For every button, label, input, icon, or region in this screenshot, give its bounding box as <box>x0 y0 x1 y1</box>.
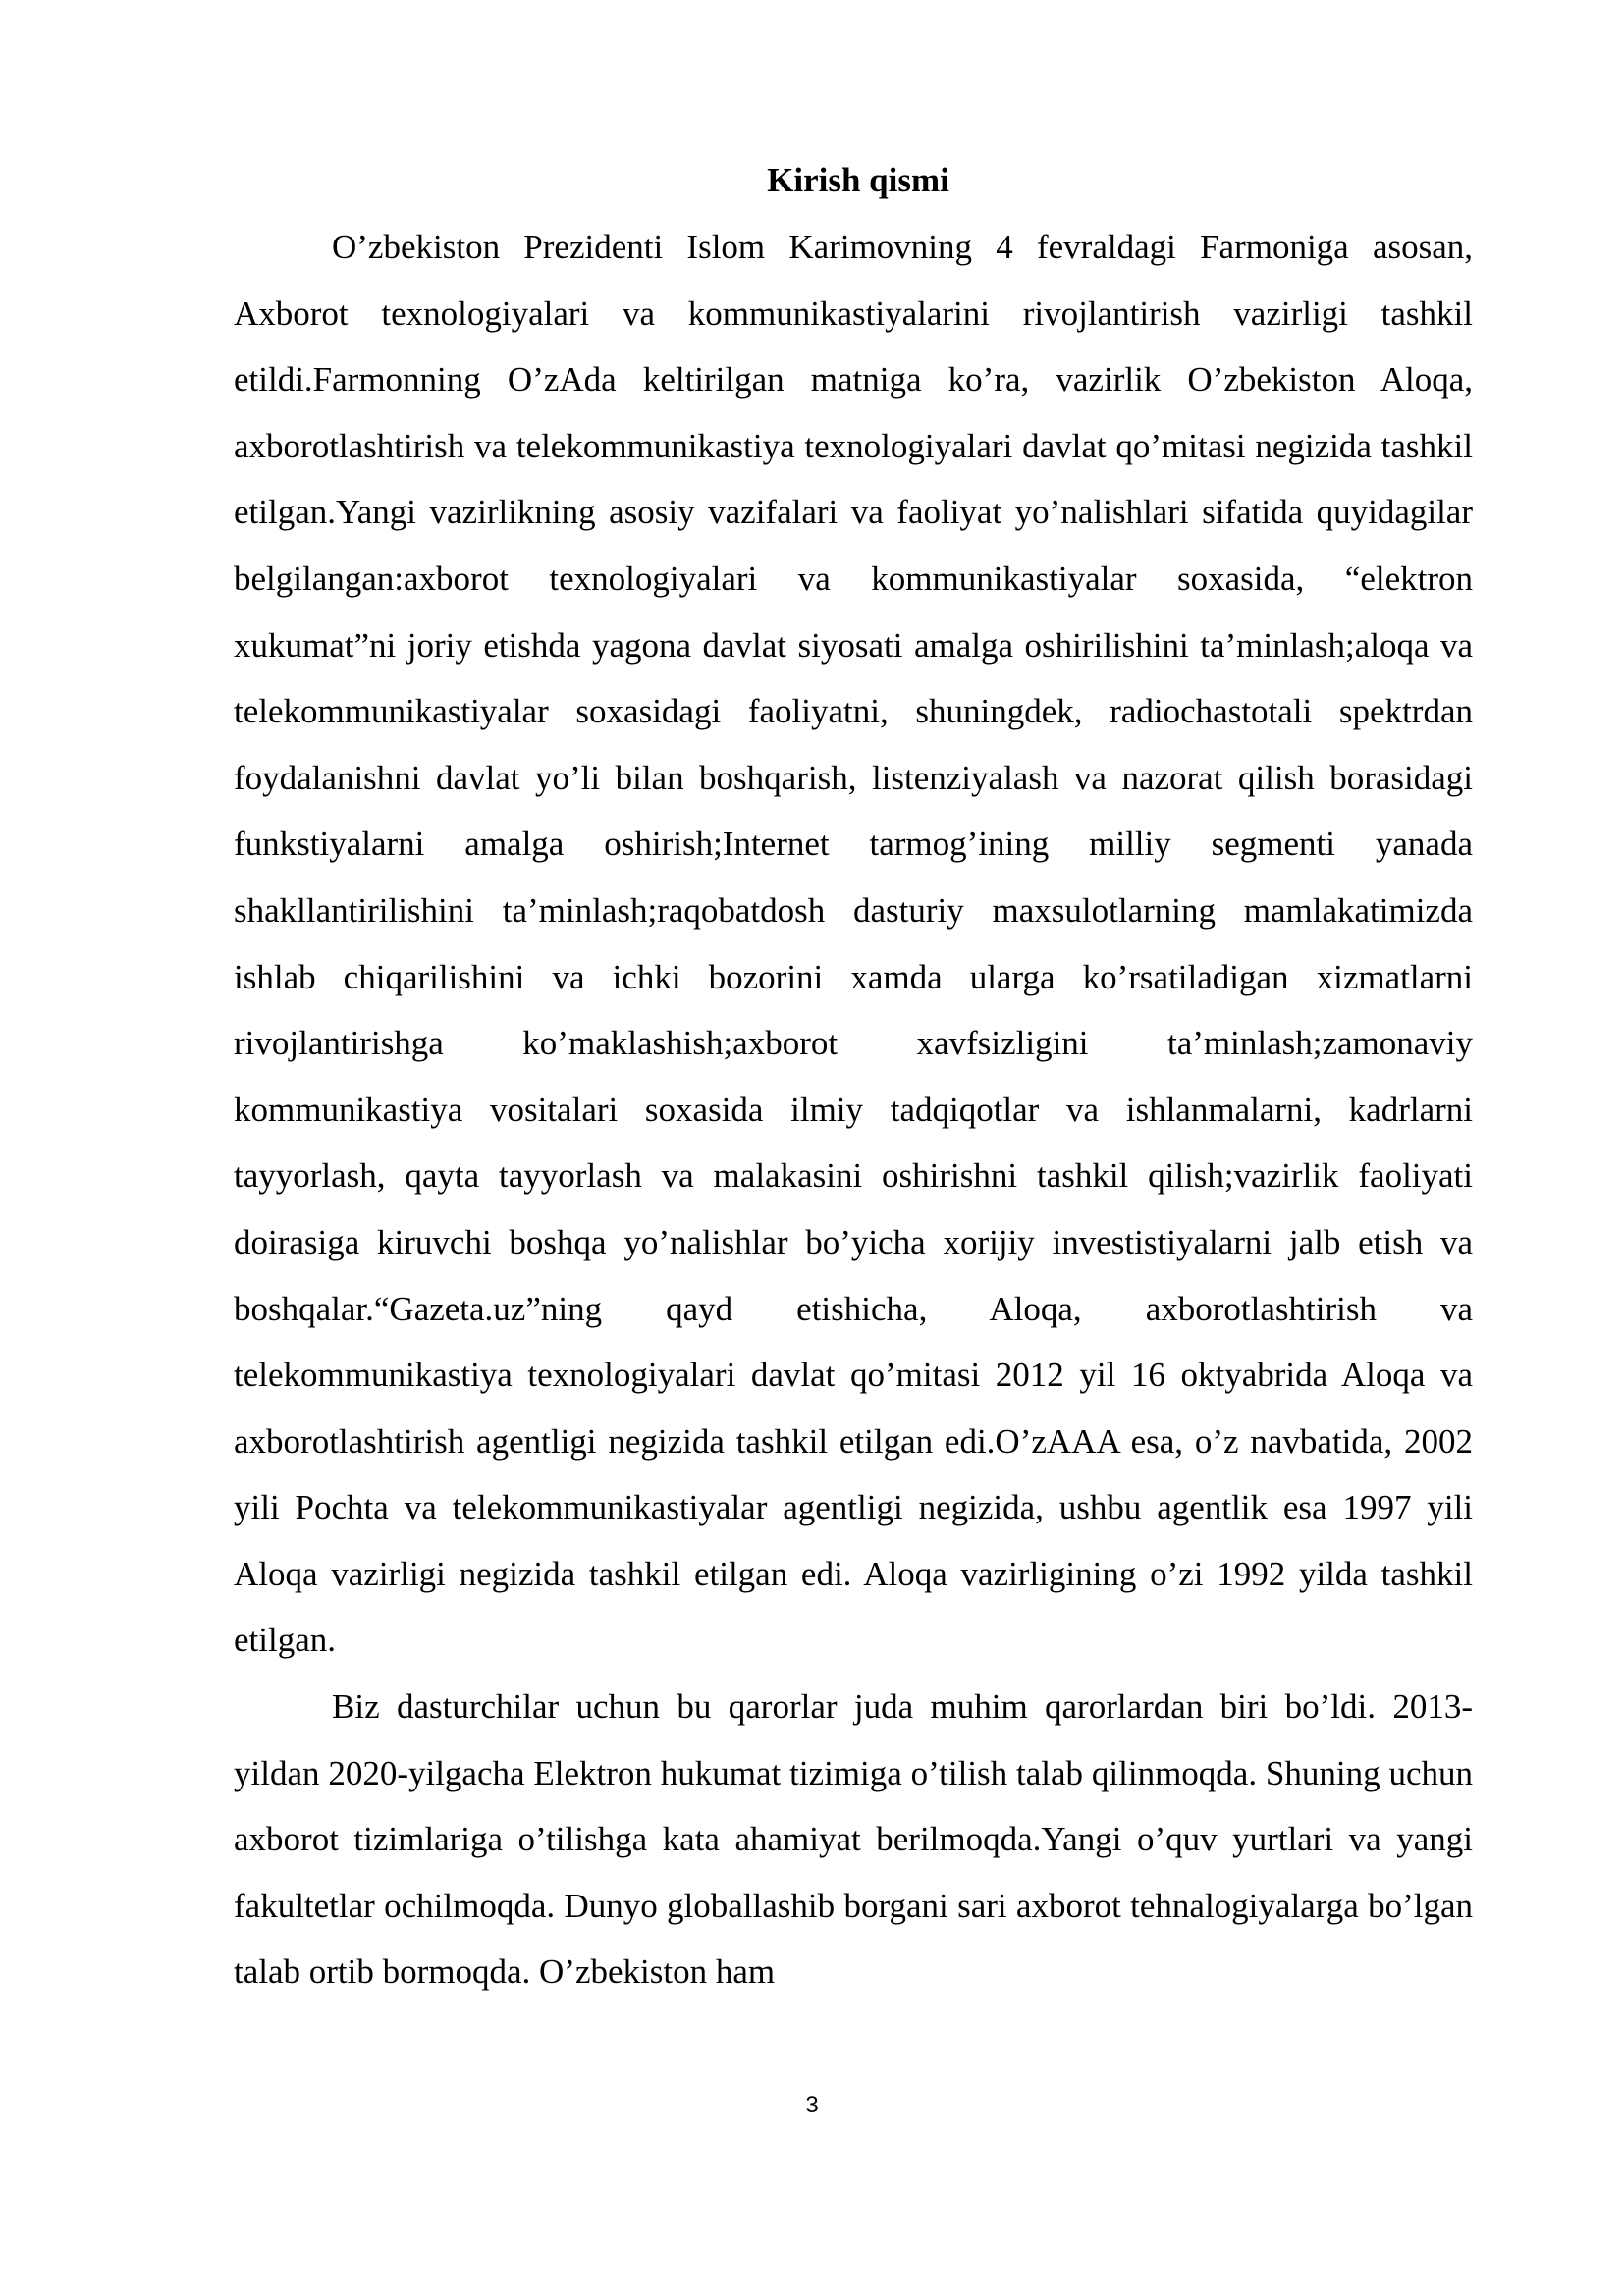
paragraph-2: Biz dasturchilar uchun bu qarorlar juda muhim qarorlardan biri bo’ldi. 2013-yildan 2020-yilgacha Elektron hukumat tizimiga o’tilish talab qilinmoqda. Shuning uchun axborot tizimlariga o’tilishga kata ahamiyat berilmoqda.Yangi o’quv yurtlari va yangi fakultetlar ochilmoqda. Dunyo globallashib borgani sari axborot tehnalogiyalarga bo’lgan talab ortib bormoqda. O’zbekiston ham <box>234 1687 1473 1992</box>
page-number: 3 <box>805 2092 819 2118</box>
page-content <box>234 147 1473 2005</box>
paragraph-1: O’zbekiston Prezidenti Islom Karimovning 4 fevraldagi Farmoniga asosan, Axborot texnologiyalari va kommunikastiyalarini rivojlantirish vazirligi tashkil etildi.Farmonning O’zAda keltirilgan matniga ko’ra, vazirlik O’zbekiston Aloqa, axborotlashtirish va telekommunikastiya texnologiyalari davlat qo’mitasi negizida tashkil etilgan.Yangi vazirlikning asosiy vazifalari va faoliyat yo’nalishlari sifatida quyidagilar belgilangan:axborot texnologiyalari va kommunikastiyalar soxasida, “elektron xukumat”ni joriy etishda yagona davlat siyosati amalga oshirilishini ta’minlash;aloqa va telekommunikastiyalar soxasidagi faoliyatni, shuningdek, radiochastotali spektrdan foydalanishni davlat yo’li bilan boshqarish, listenziyalash va nazorat qilish borasidagi funkstiyalarni amalga oshirish;Internet tarmog’ining milliy segmenti yanada shakllantirilishini ta’minlash;raqobatdosh dasturiy maxsulotlarning mamlakatimizda ishlab chiqarilishini va ichki bozorini xamda ularga ko’rsatiladigan xizmatlarni rivojlantirishga ko’maklashish;axborot xavfsizligini ta’minlash;zamonaviy kommunikastiya vositalari soxasida ilmiy tadqiqotlar va ishlanmalarni, kadrlarni tayyorlash, qayta tayyorlash va malakasini oshirishni tashkil qilish;vazirlik faoliyati doirasiga kiruvchi boshqa yo’nalishlar bo’yicha xorijiy investistiyalarni jalb etish va boshqalar.“Gazeta.uz”ning qayd etishicha, Aloqa, axborotlashtirish va telekommunikastiya texnologiyalari davlat qo’mitasi 2012 yil 16 oktyabrida Aloqa va axborotlashtirish agentligi negizida tashkil etilgan edi.O’zAAA esa, o’z navbatida, 2002 yili Pochta va telekommunikastiyalar agentligi negizida, ushbu agentlik esa 1997 yili Aloqa vazirligi negizida tashkil etilgan edi. Aloqa vazirligining o’zi 1992 yilda tashkil etilgan. <box>234 228 1473 1660</box>
section-title: Kirish qismi <box>767 161 949 199</box>
